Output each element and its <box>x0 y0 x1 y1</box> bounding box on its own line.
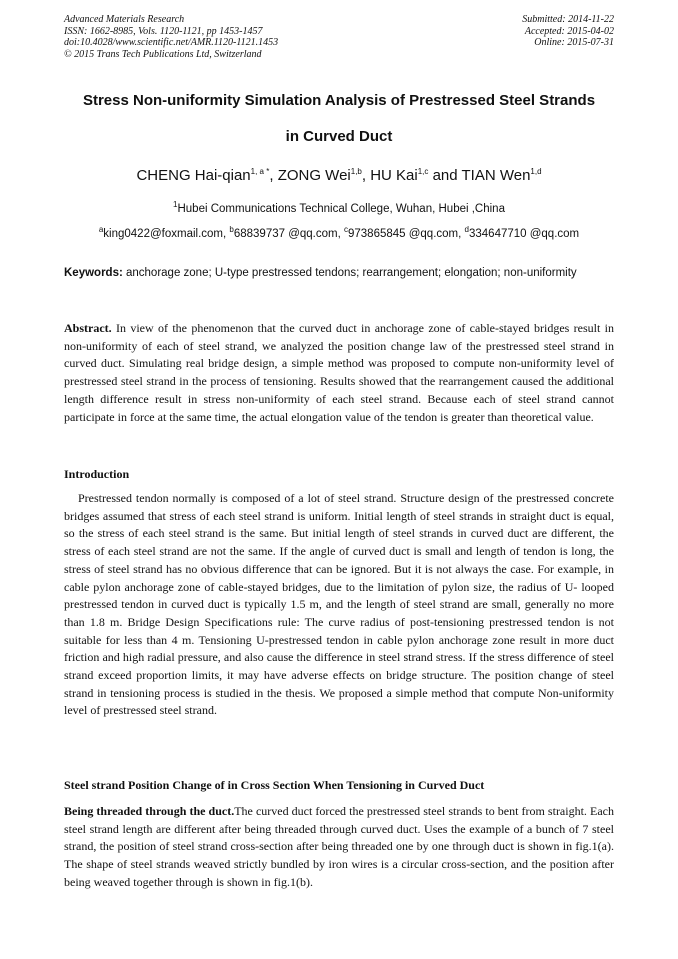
email-mark: d <box>464 225 469 235</box>
abstract <box>64 320 614 426</box>
email-address: 973865845 @qq.com, <box>347 228 465 240</box>
introduction-heading: Introduction <box>64 467 130 481</box>
abstract-label: Abstract. <box>64 321 112 335</box>
email-mark: c <box>343 225 348 235</box>
paper-title-line-2: in Curved Duct <box>285 128 393 145</box>
affiliation-text: Hubei Communications Technical College, Wuhan, Hubei ,China <box>177 203 505 215</box>
journal-name: Advanced Materials Research <box>64 14 185 25</box>
paper-title-line-1: Stress Non-uniformity Simulation Analysis of Prestressed Steel Strands <box>82 92 596 109</box>
keywords <box>64 264 614 282</box>
paragraph-lead: Being threaded through the duct. <box>64 804 235 818</box>
doi-line: doi:10.4028/www.scientific.net/AMR.1120-1121.1453 <box>64 37 279 48</box>
email-mark: a <box>98 225 104 235</box>
online-date: Online: 2015-07-31 <box>534 37 614 48</box>
issn-line: ISSN: 1662-8985, Vols. 1120-1121, pp 1453-1457 <box>64 25 263 37</box>
keywords-label: Keywords: <box>64 267 123 279</box>
email-list <box>40 225 638 240</box>
paragraph-text: The curved duct forced the prestressed steel strands to bent from straight. Each steel strand length are different after being threaded through curved duct. Uses the example of a bunch of 7 steel strand, the position of steel strand cross-section after being threaded one by one through duct is shown in fig.1(a). The shape of steel strands weaved strictly bundled by iron wires is a circular cross-section, and the position after being weaved together through is shown in fig.1(b). <box>64 804 614 889</box>
accepted-date: Accepted: 2015-04-02 <box>524 25 614 37</box>
affiliation <box>40 200 638 215</box>
keywords-text: anchorage zone; U-type prestressed tendons; rearrangement; elongation; non-uniformity <box>122 267 577 279</box>
author-name: TIAN Wen <box>461 167 531 184</box>
section-paragraph <box>64 803 614 892</box>
author-separator: and <box>428 167 462 184</box>
author-separator: , <box>269 167 278 184</box>
author-affiliation-mark: 1,b <box>350 167 362 176</box>
author-affiliation-mark: 1, a * <box>250 167 270 176</box>
author-list <box>40 167 638 184</box>
author-affiliation-mark: 1,d <box>530 167 542 176</box>
submitted-date: Submitted: 2014-11-22 <box>522 14 614 25</box>
author-name: CHENG Hai-qian <box>136 167 251 184</box>
submission-dates <box>522 14 614 49</box>
email-address: 68839737 @qq.com, <box>233 228 344 240</box>
author-separator: , <box>361 167 371 184</box>
email-address: king0422@foxmail.com, <box>103 228 230 240</box>
email-address: 334647710 @qq.com <box>468 228 580 240</box>
author-name: ZONG Wei <box>277 167 351 184</box>
email-mark: b <box>229 225 234 235</box>
copyright-line: © 2015 Trans Tech Publications Ltd, Switzerland <box>64 48 262 60</box>
author-affiliation-mark: 1,c <box>417 167 429 176</box>
introduction-paragraph: Prestressed tendon normally is composed of a lot of steel strand. Structure design of the prestressed concrete bridges assumed that stress of each steel strand is uniform. Initial length of steel strands in straight duct is equal, so the stress of each steel strand is the same. But initial length of steel strands in curved duct are different, the stress of each steel strand are not the same. If the angle of curved duct is small and length of tendon is long, the stress of steel strand has no obvious difference that can be ignored. But it is not always the case. For example, in cable pylon anchorage zone of cable-stayed bridges, due to the limitation of pylon size, the radius of U- looped prestressed tendon in curved duct is typically 1.5 m, and the length of steel strand are small, generally no more than 1.8 m. Bridge Design Specifications rule: The curve radius of post-tensioning prestressed tendon is not suitable for less than 4 m. Tensioning U-prestressed tendon in cable pylon anchorage zone result in more duct friction and high radial pressure, and also cause the difference in steel strand stress. If the stress difference of steel strand exceed proportion limits, it may have adverse effects on bridge structure. The position change of steel strand in tensioning process is studied in the thesis. We proposed a simple method that compute Non-uniformity level of prestressed steel strand. <box>64 491 614 718</box>
author-name: HU Kai <box>370 167 418 184</box>
section-heading: Steel strand Position Change of in Cross Section When Tensioning in Curved Duct <box>64 778 485 792</box>
journal-info <box>64 14 278 60</box>
abstract-text: In view of the phenomenon that the curved duct in anchorage zone of cable-stayed bridges result in non-uniformity of each of steel strand, we analyzed the position change law of the prestressed steel strand in curved duct. Simulating real bridge design, a simple method was proposed to compute non-uniformity level of prestressed steel strand in the process of tensioning. Results showed that the rearrangement caused the additional length difference result in stress non-uniformity of each steel strand. Because each of steel strand cannot participate in force at the same time, the actual elongation value of the tendon is greater than theoretical value. <box>64 321 614 424</box>
affiliation-mark: 1 <box>173 200 178 210</box>
